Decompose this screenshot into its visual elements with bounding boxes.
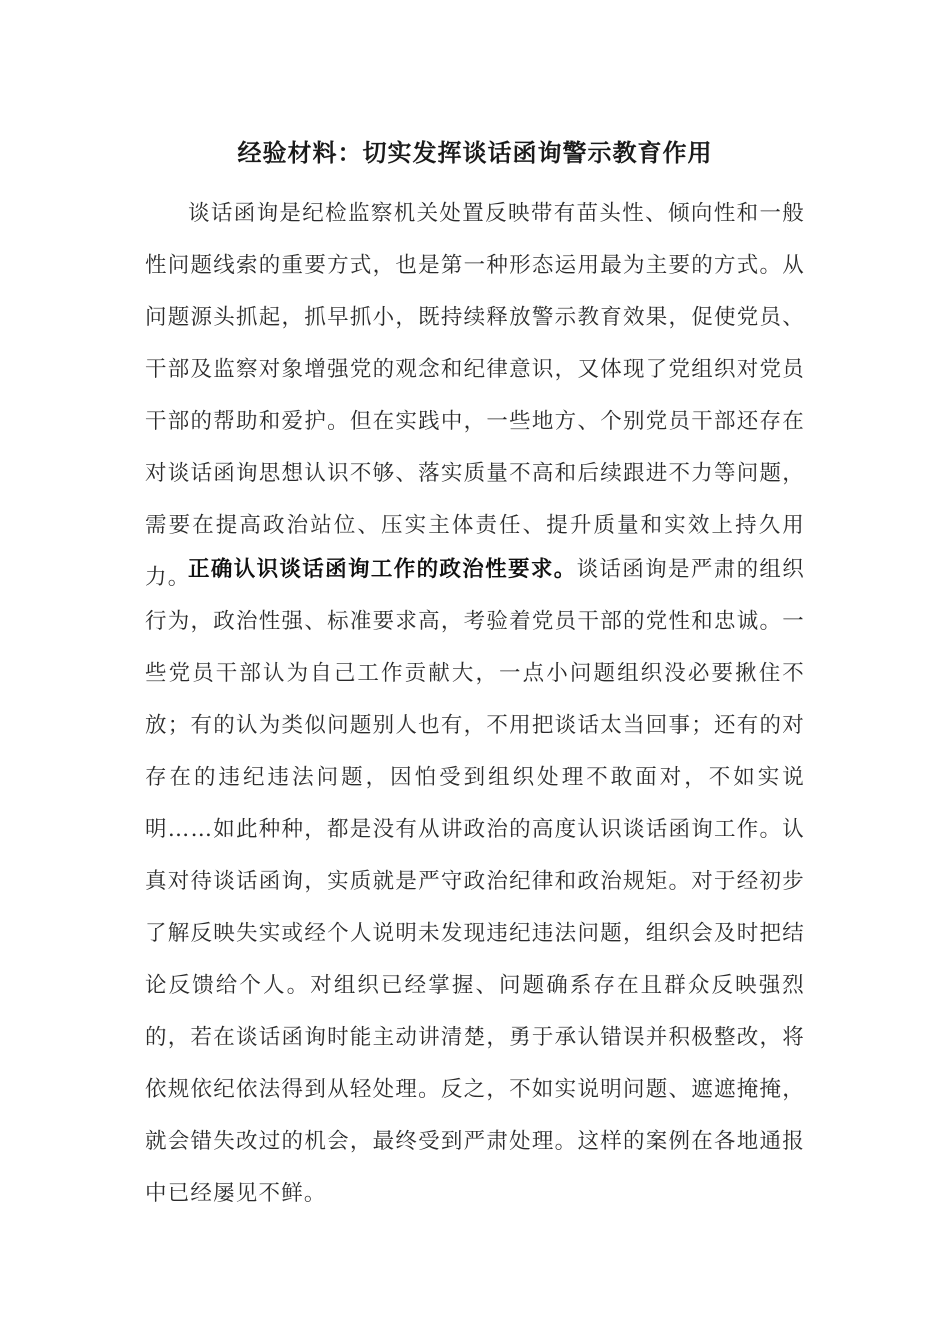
- document-title: 经验材料：切实发挥谈话函询警示教育作用: [237, 138, 713, 167]
- paragraph-text: 谈话函询是严肃的组织行为，政治性强、标准要求高，考验着党员干部的党性和忠诚。一些党员干部认为自己工作贡献大，一点小问题组织没必要揪住不放；有的认为类似问题别人也有，不用把谈话太当回事；还有的对存在的违纪违法问题，因怕受到组织处理不敢面对，不如实说明……如此种种，都是没有从讲政治的高度认识谈话函询工作。认真对待谈话函询，实质就是严守政治纪律和政治规矩。对于经初步了解反映失实或经个人说明未发现违纪违法问题，组织会及时把结论反馈给个人。对组织已经掌握、问题确系存在且群众反映强烈的，若在谈话函询时能主动讲清楚，勇于承认错误并积极整改，将依规依纪依法得到从轻处理。反之，不如实说明问题、遮遮掩掩，就会错失改过的机会，最终受到严肃处理。这样的案例在各地通报中已经屡见不鲜。: [145, 557, 805, 1206]
- paragraph-lead-heading: 正确认识谈话函询工作的政治性要求。: [188, 557, 577, 582]
- paragraph-intro: [145, 188, 805, 604]
- paragraph-political-requirement: [145, 544, 805, 1220]
- paragraph-text: 谈话函询是纪检监察机关处置反映带有苗头性、倾向性和一般性问题线索的重要方式，也是第一种形态运用最为主要的方式。从问题源头抓起，抓早抓小，既持续释放警示教育效果，促使党员、干部及监察对象增强党的观念和纪律意识，又体现了党组织对党员干部的帮助和爱护。但在实践中，一些地方、个别党员干部还存在对谈话函询思想认识不够、落实质量不高和后续跟进不力等问题，需要在提高政治站位、压实主体责任、提升质量和实效上持久用力。: [145, 201, 805, 590]
